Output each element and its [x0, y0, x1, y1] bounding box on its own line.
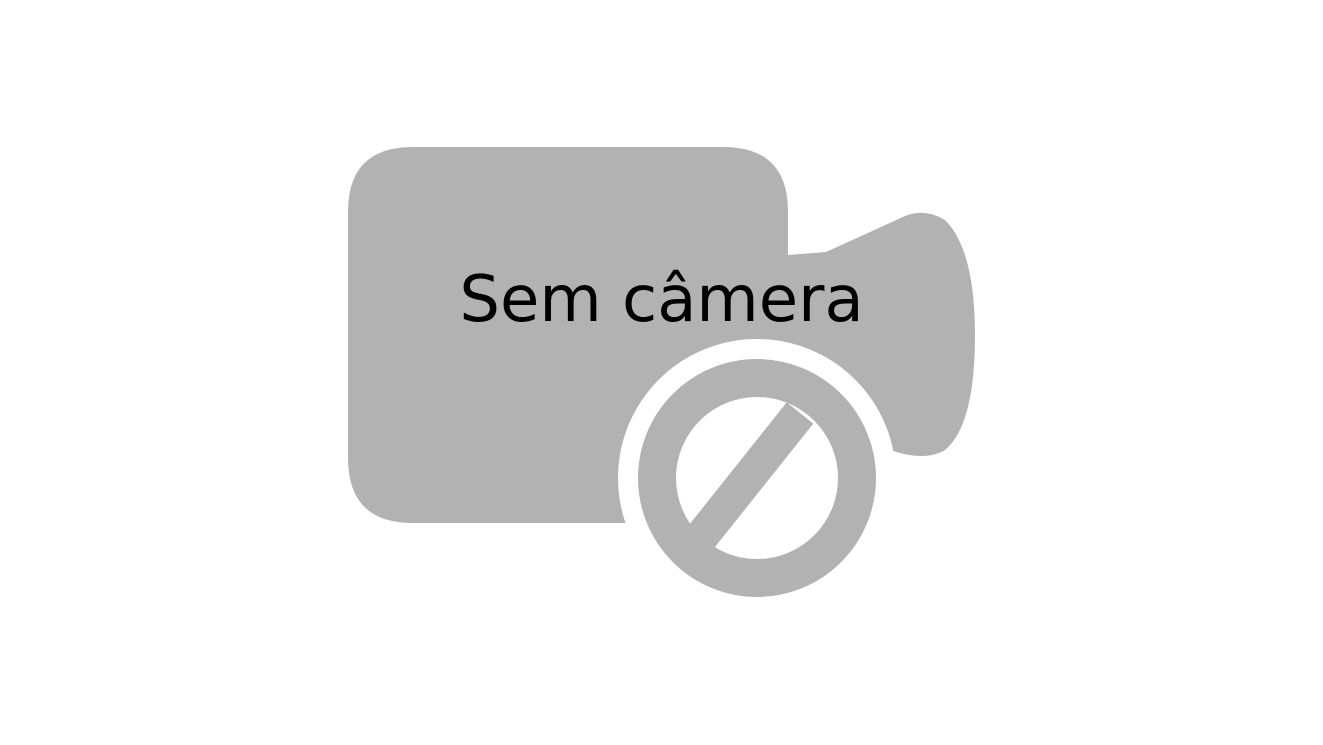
no-camera-caption [0, 262, 1323, 338]
no-camera-message: Sem câmera [459, 263, 864, 337]
